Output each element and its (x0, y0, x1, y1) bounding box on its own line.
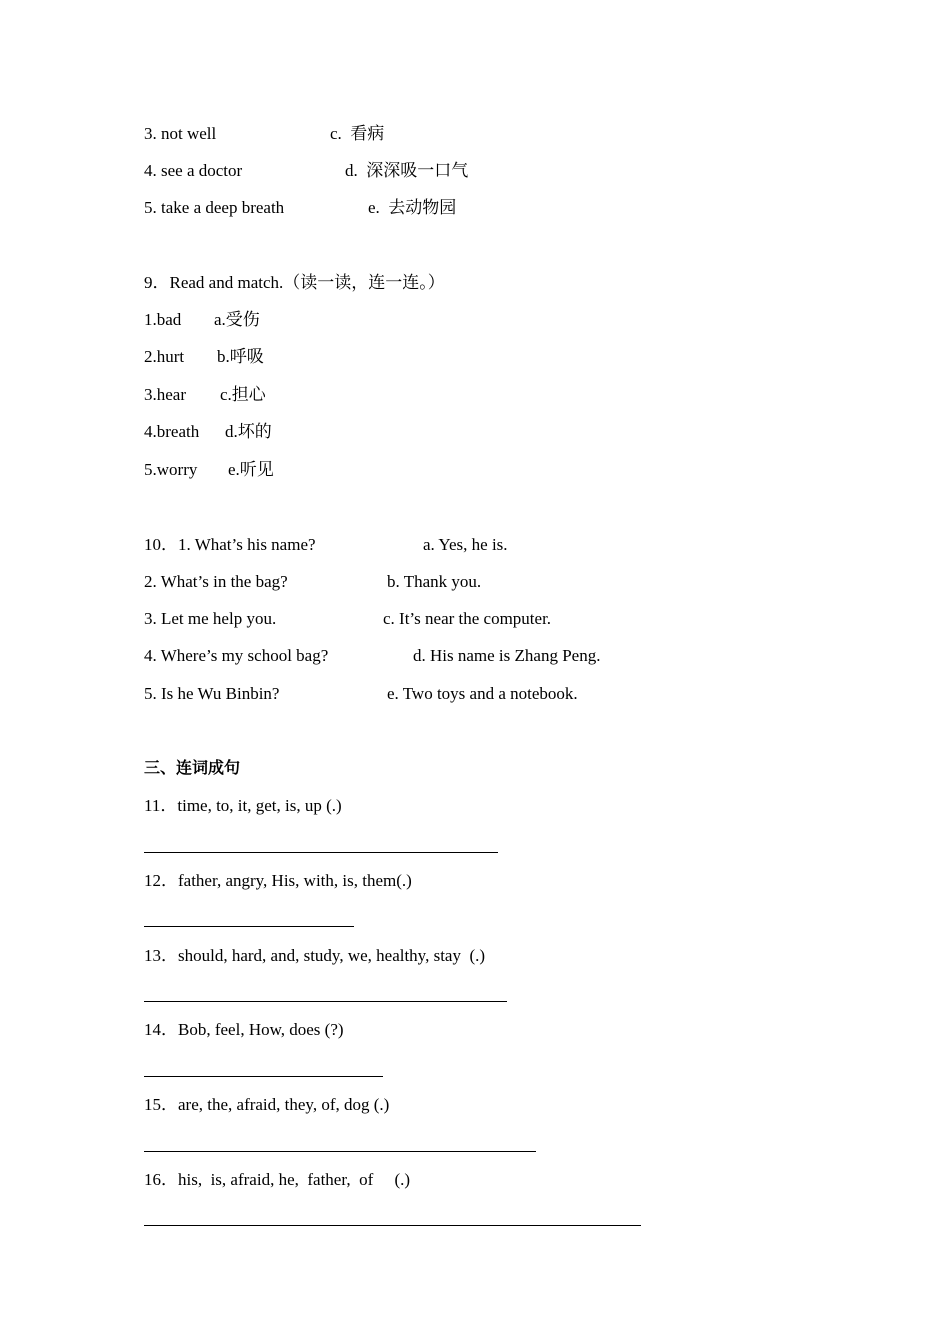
q10-left: 3. Let me help you. (144, 609, 277, 628)
match-right: d. 深深吸一口气 (345, 161, 469, 180)
match-left: 3. not well (144, 124, 217, 143)
q9-right: b.呼吸 (217, 347, 264, 366)
q9-left: 4.breath (144, 422, 200, 441)
q14-prompt: 14．Bob, feel, How, does (?) (144, 1020, 344, 1039)
answer-line[interactable] (144, 926, 354, 927)
q12-prompt: 12．father, angry, His, with, is, them(.) (144, 871, 412, 890)
q9-left: 3.hear (144, 385, 187, 404)
q9-title: 9．Read and match.（读一读，连一连。） (144, 273, 445, 292)
q10-right: d. His name is Zhang Peng. (413, 646, 601, 665)
q10-right: c. It’s near the computer. (383, 609, 552, 628)
answer-line[interactable] (144, 1225, 641, 1226)
q9-right: d.坏的 (225, 422, 272, 441)
q10-left: 4. Where’s my school bag? (144, 646, 329, 665)
match-left: 4. see a doctor (144, 161, 243, 180)
q10-right: b. Thank you. (387, 572, 482, 591)
q9-left: 2.hurt (144, 347, 185, 366)
q13-prompt: 13．should, hard, and, study, we, healthy, stay (.) (144, 946, 486, 965)
q15-prompt: 15．are, the, afraid, they, of, dog (.) (144, 1095, 390, 1114)
q10-left: 5. Is he Wu Binbin? (144, 684, 280, 703)
q10-left: 2. What’s in the bag? (144, 572, 288, 591)
match-right: c. 看病 (330, 124, 385, 143)
q9-left: 1.bad (144, 310, 182, 329)
q9-right: c.担心 (220, 385, 266, 404)
answer-line[interactable] (144, 1151, 536, 1152)
q10-right: e. Two toys and a notebook. (387, 684, 578, 703)
q10-left: 10．1. What’s his name? (144, 535, 316, 554)
section3-title: 三、连词成句 (144, 758, 241, 777)
answer-line[interactable] (144, 1001, 507, 1002)
q9-left: 5.worry (144, 460, 198, 479)
q9-right: a.受伤 (214, 310, 260, 329)
q11-prompt: 11．time, to, it, get, is, up (.) (144, 796, 342, 815)
answer-line[interactable] (144, 1076, 383, 1077)
q9-right: e.听见 (228, 460, 274, 479)
match-left: 5. take a deep breath (144, 198, 285, 217)
q16-prompt: 16．his, is, afraid, he, father, of (.) (144, 1170, 411, 1189)
answer-line[interactable] (144, 852, 498, 853)
match-right: e. 去动物园 (368, 198, 457, 217)
q10-right: a. Yes, he is. (423, 535, 508, 554)
